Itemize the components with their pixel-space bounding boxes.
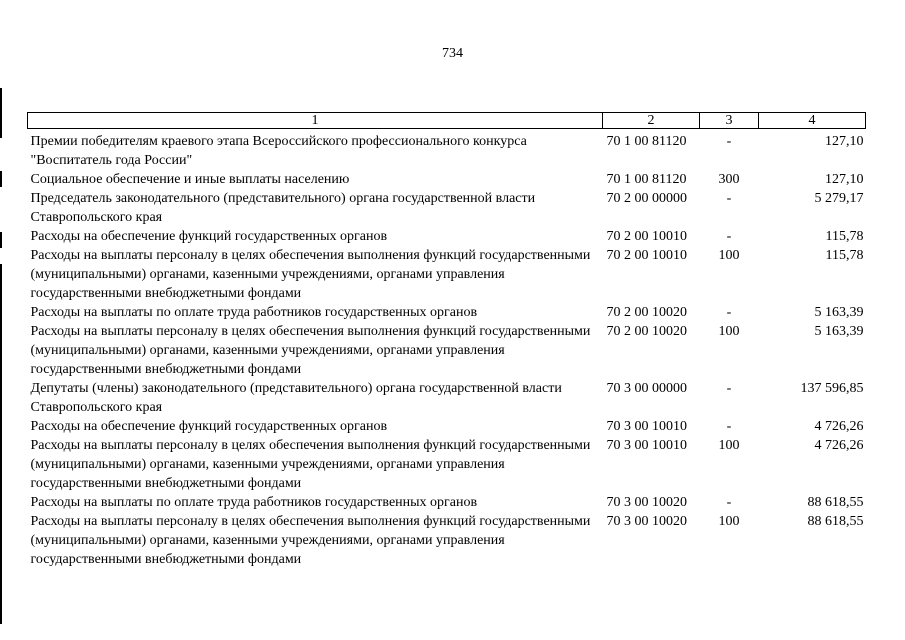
row-code: 70 3 00 00000 (606, 381, 687, 396)
row-type: 100 (718, 438, 740, 453)
row-name: Депутаты (члены) законодательного (представительного) органа государственной власти Ставропольского края (30, 381, 562, 415)
row-amount: 88 618,55 (807, 495, 864, 510)
table-header-row (28, 113, 866, 129)
row-amount: 137 596,85 (800, 381, 864, 396)
row-code: 70 2 00 10010 (606, 229, 687, 244)
table-row (28, 436, 866, 493)
row-amount: 5 163,39 (814, 305, 864, 320)
row-name: Расходы на выплаты по оплате труда работников государственных органов (30, 305, 478, 320)
row-amount: 5 279,17 (814, 191, 864, 206)
row-type: - (726, 229, 732, 244)
row-type: - (726, 495, 732, 510)
table-row (28, 493, 866, 512)
column-header: 4 (759, 113, 866, 129)
row-name: Социальное обеспечение и иные выплаты населению (30, 172, 350, 187)
table-row (28, 189, 866, 227)
budget-table (27, 112, 866, 569)
row-code: 70 3 00 10020 (606, 495, 687, 510)
row-name: Расходы на выплаты по оплате труда работников государственных органов (30, 495, 478, 510)
row-amount: 115,78 (825, 248, 864, 263)
table-row (28, 417, 866, 436)
row-code: 70 2 00 10020 (606, 324, 687, 339)
row-code: 70 3 00 10020 (606, 514, 687, 529)
table-row (28, 512, 866, 569)
table-row (28, 132, 866, 170)
row-type: - (726, 134, 732, 149)
row-type: 300 (718, 172, 740, 187)
row-amount: 5 163,39 (814, 324, 864, 339)
column-header: 2 (603, 113, 700, 129)
table-row (28, 227, 866, 246)
row-name: Председатель законодательного (представительного) органа государственной власти Ставропольского края (30, 191, 536, 225)
row-code: 70 3 00 10010 (606, 438, 687, 453)
row-code: 70 1 00 81120 (606, 134, 687, 149)
row-name: Расходы на выплаты персоналу в целях обеспечения выполнения функций государственными (муниципальными) органами, казенными учреждениями, органами управления государственными внебюджетными фондами (30, 248, 591, 301)
row-name: Расходы на обеспечение функций государственных органов (30, 419, 388, 434)
row-name: Расходы на выплаты персоналу в целях обеспечения выполнения функций государственными (муниципальными) органами, казенными учреждениями, органами управления государственными внебюджетными фондами (30, 438, 591, 491)
row-type: - (726, 191, 732, 206)
margin-line (0, 88, 2, 138)
row-amount: 127,10 (825, 134, 864, 149)
table-row (28, 379, 866, 417)
row-amount: 127,10 (825, 172, 864, 187)
row-type: - (726, 381, 732, 396)
table-row (28, 246, 866, 303)
row-amount: 4 726,26 (814, 438, 864, 453)
table-row (28, 322, 866, 379)
row-name: Расходы на обеспечение функций государственных органов (30, 229, 388, 244)
margin-line (0, 232, 2, 248)
row-name: Расходы на выплаты персоналу в целях обеспечения выполнения функций государственными (муниципальными) органами, казенными учреждениями, органами управления государственными внебюджетными фондами (30, 324, 591, 377)
row-code: 70 1 00 81120 (606, 172, 687, 187)
row-type: 100 (718, 514, 740, 529)
row-type: - (726, 305, 732, 320)
table-row (28, 303, 866, 322)
margin-line (0, 264, 2, 624)
row-amount: 4 726,26 (814, 419, 864, 434)
column-header: 3 (700, 113, 759, 129)
row-type: 100 (718, 324, 740, 339)
table-row (28, 170, 866, 189)
row-code: 70 2 00 00000 (606, 191, 687, 206)
column-header: 1 (28, 113, 603, 129)
row-code: 70 2 00 10010 (606, 248, 687, 263)
margin-line (0, 171, 2, 187)
row-name: Расходы на выплаты персоналу в целях обеспечения выполнения функций государственными (муниципальными) органами, казенными учреждениями, органами управления государственными внебюджетными фондами (30, 514, 591, 567)
row-name: Премии победителям краевого этапа Всероссийского профессионального конкурса "Воспитатель года России" (30, 134, 527, 168)
row-type: - (726, 419, 732, 434)
row-code: 70 2 00 10020 (606, 305, 687, 320)
row-amount: 115,78 (825, 229, 864, 244)
page-number: 734 (442, 46, 463, 61)
row-amount: 88 618,55 (807, 514, 864, 529)
row-code: 70 3 00 10010 (606, 419, 687, 434)
row-type: 100 (718, 248, 740, 263)
